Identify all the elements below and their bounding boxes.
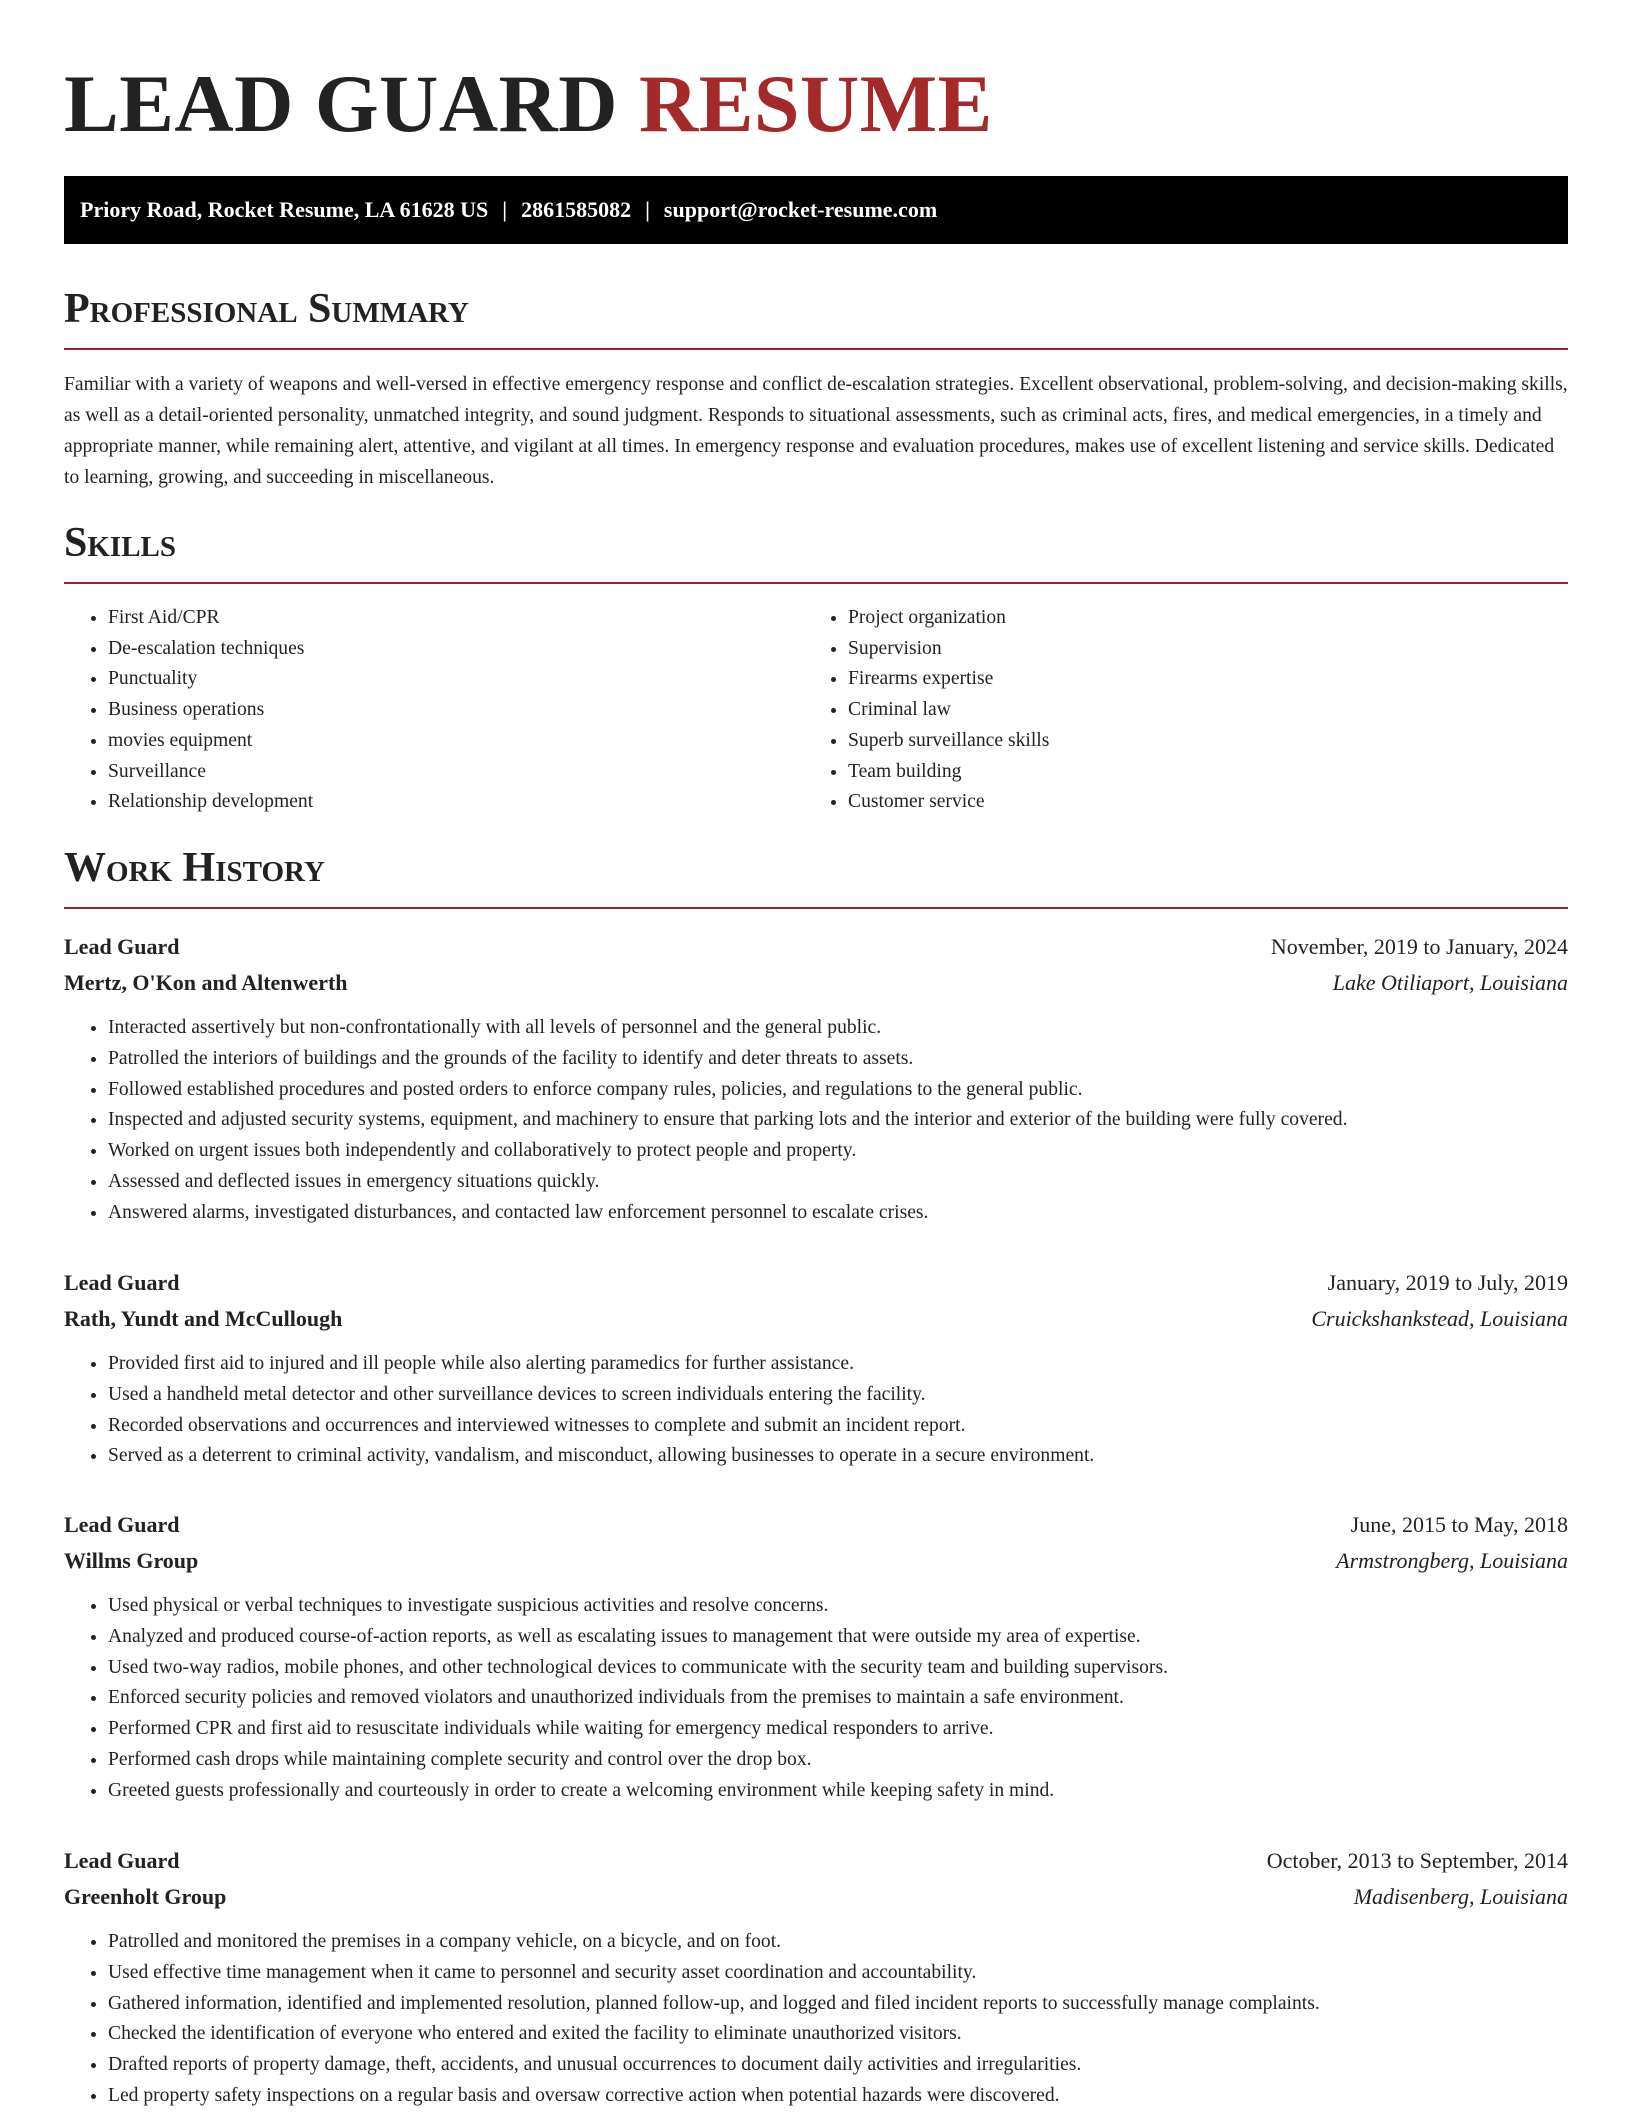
job-duty: • Assessed and deflected issues in emergency situations quickly. — [108, 1167, 1568, 1198]
contact-bar — [64, 176, 1568, 244]
skill-item: • De-escalation techniques — [108, 634, 804, 665]
job-title: Lead Guard — [64, 1848, 180, 1873]
job-duty: • Performed CPR and first aid to resuscitate individuals while waiting for emergency medical responders to arrive. — [108, 1714, 1568, 1745]
job-dates: June, 2015 to May, 2018 — [1350, 1512, 1568, 1537]
job-duty: • Performed cash drops while maintaining complete security and control over the drop box. — [108, 1745, 1568, 1776]
job-duty: • Recorded observations and occurrences and interviewed witnesses to complete and submit an incident report. — [108, 1411, 1568, 1442]
skill-item: • Relationship development — [108, 787, 804, 818]
title-main: LEAD GUARD — [64, 58, 618, 149]
job-dates: November, 2019 to January, 2024 — [1270, 934, 1568, 959]
job-dates: October, 2013 to September, 2014 — [1266, 1848, 1568, 1873]
job-duty: • Analyzed and produced course-of-action reports, as well as escalating issues to management that were outside my area of expertise. — [108, 1622, 1568, 1653]
job-duty: • Used two-way radios, mobile phones, and other technological devices to communicate with the security team and building supervisors. — [108, 1653, 1568, 1684]
job-duties — [64, 1591, 1568, 1807]
job-title: Lead Guard — [64, 1270, 180, 1295]
job-header-row — [64, 1843, 1568, 1879]
skill-item: • Punctuality — [108, 664, 804, 695]
skill-item: • Surveillance — [108, 757, 804, 788]
job-duty: • Provided first aid to injured and ill people while also alerting paramedics for further assistance. — [108, 1349, 1568, 1380]
resume-title — [64, 58, 993, 150]
skills-column-left — [64, 603, 804, 818]
skill-item: • Customer service — [848, 787, 1544, 818]
job-duty: • Served as a deterrent to criminal activity, vandalism, and misconduct, allowing businesses to operate in a secure environment. — [108, 1441, 1568, 1472]
job-header-row — [64, 1507, 1568, 1543]
job-duty: • Patrolled and monitored the premises in a company vehicle, on a bicycle, and on foot. — [108, 1927, 1568, 1958]
job-entry — [64, 1265, 1568, 1472]
contact-phone[interactable]: 2861585082 — [521, 197, 632, 222]
skill-item: • Team building — [848, 757, 1544, 788]
skill-item: • movies equipment — [108, 726, 804, 757]
summary-text: Familiar with a variety of weapons and well-versed in effective emergency response and conflict de-escalation strategies. Excellent observational, problem-solving, and decision-making skills, as well as a detail-oriented personality, unmatched integrity, and sound judgment. Responds to situational assessments, such as criminal acts, fires, and medical emergencies, in a timely and appropriate manner, while remaining alert, attentive, and vigilant at all times. In emergency response and evaluation procedures, makes use of excellent listening and service skills. Dedicated to learning, growing, and succeeding in miscellaneous. — [64, 374, 1568, 488]
job-dates: January, 2019 to July, 2019 — [1327, 1270, 1568, 1295]
job-entry — [64, 929, 1568, 1229]
title-accent: RESUME — [638, 58, 993, 149]
job-employer-row — [64, 1879, 1568, 1915]
job-header-row — [64, 1265, 1568, 1301]
job-duties — [64, 1927, 1568, 2112]
job-location: Lake Otiliaport, Louisiana — [1332, 970, 1568, 995]
job-duties — [64, 1349, 1568, 1472]
job-duties — [64, 1013, 1568, 1229]
job-entry — [64, 1843, 1568, 2112]
contact-email[interactable]: support@rocket-resume.com — [663, 197, 938, 222]
job-location: Armstrongberg, Louisiana — [1336, 1548, 1568, 1573]
skill-item: • Firearms expertise — [848, 664, 1544, 695]
job-title: Lead Guard — [64, 934, 180, 959]
job-duty: • Used a handheld metal detector and other surveillance devices to screen individuals entering the facility. — [108, 1380, 1568, 1411]
job-employer: Willms Group — [64, 1548, 199, 1573]
job-duty: • Patrolled the interiors of buildings and the grounds of the facility to identify and deter threats to assets. — [108, 1044, 1568, 1075]
job-duty: • Worked on urgent issues both independently and collaboratively to protect people and property. — [108, 1136, 1568, 1167]
job-duty: • Used physical or verbal techniques to investigate suspicious activities and resolve concerns. — [108, 1591, 1568, 1622]
skills-list — [64, 603, 1568, 818]
job-title: Lead Guard — [64, 1512, 180, 1537]
contact-bar-content — [64, 176, 1568, 244]
job-entry — [64, 1507, 1568, 1807]
job-duty: • Answered alarms, investigated disturbances, and contacted law enforcement personnel to escalate crises. — [108, 1198, 1568, 1229]
skill-item: • Business operations — [108, 695, 804, 726]
job-employer: Mertz, O'Kon and Altenwerth — [64, 970, 348, 995]
job-employer: Rath, Yundt and McCullough — [64, 1306, 343, 1331]
contact-separator: | — [645, 197, 650, 222]
work-history-heading: Work History — [64, 843, 1568, 909]
skill-item: • Supervision — [848, 634, 1544, 665]
job-duty: • Inspected and adjusted security systems, equipment, and machinery to ensure that parking lots and the interior and exterior of the building were fully covered. — [108, 1105, 1568, 1136]
skill-item: • Criminal law — [848, 695, 1544, 726]
job-employer-row — [64, 1301, 1568, 1337]
job-duty: • Greeted guests professionally and courteously in order to create a welcoming environment while keeping safety in mind. — [108, 1776, 1568, 1807]
job-employer-row — [64, 965, 1568, 1001]
job-duty: • Led property safety inspections on a regular basis and oversaw corrective action when potential hazards were discovered. — [108, 2081, 1568, 2112]
contact-separator: | — [502, 197, 508, 222]
job-location: Cruickshankstead, Louisiana — [1311, 1306, 1568, 1331]
skill-item: • Project organization — [848, 603, 1544, 634]
contact-address: Priory Road, Rocket Resume, LA 61628 US — [80, 197, 489, 222]
job-duty: • Checked the identification of everyone who entered and exited the facility to eliminate unauthorized visitors. — [108, 2019, 1568, 2050]
job-duty: • Enforced security policies and removed violators and unauthorized individuals from the premises to maintain a safe environment. — [108, 1683, 1568, 1714]
job-location: Madisenberg, Louisiana — [1353, 1884, 1568, 1909]
job-duty: • Drafted reports of property damage, theft, accidents, and unusual occurrences to document daily activities and irregularities. — [108, 2050, 1568, 2081]
job-employer: Greenholt Group — [64, 1884, 227, 1909]
job-header-row — [64, 929, 1568, 965]
summary-heading: Professional Summary — [64, 284, 1568, 350]
job-duty: • Gathered information, identified and implemented resolution, planned follow-up, and logged and filed incident reports to successfully manage complaints. — [108, 1989, 1568, 2020]
skill-item: • First Aid/CPR — [108, 603, 804, 634]
skills-column-right — [804, 603, 1544, 818]
skill-item: • Superb surveillance skills — [848, 726, 1544, 757]
job-duty: • Used effective time management when it came to personnel and security asset coordination and accountability. — [108, 1958, 1568, 1989]
job-duty: • Interacted assertively but non-confrontationally with all levels of personnel and the general public. — [108, 1013, 1568, 1044]
job-employer-row — [64, 1543, 1568, 1579]
job-duty: • Followed established procedures and posted orders to enforce company rules, policies, and regulations to the general public. — [108, 1075, 1568, 1106]
skills-heading: Skills — [64, 518, 1568, 584]
